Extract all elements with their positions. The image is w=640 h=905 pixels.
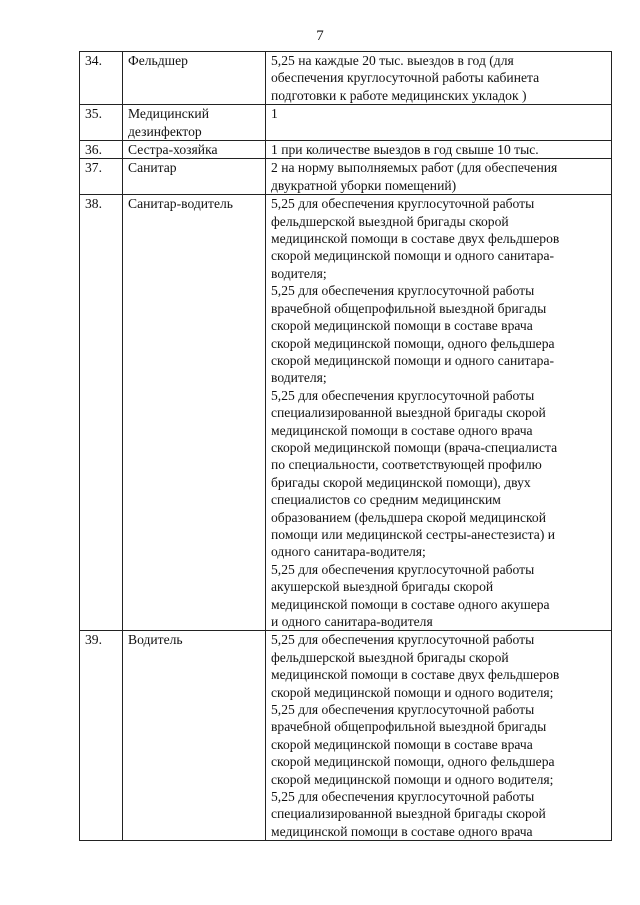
row-number: 36. xyxy=(85,142,102,158)
staffing-norm-line: врачебной общепрофильной выездной бригады xyxy=(271,719,547,735)
position-title-cell xyxy=(123,52,266,105)
staffing-norm-cell xyxy=(266,195,612,631)
staffing-norm-line: 1 при количестве выездов в год свыше 10 тыс. xyxy=(271,142,539,158)
position-title-line: Водитель xyxy=(128,632,183,648)
position-title-cell xyxy=(123,159,266,195)
staffing-norm-line: специализированной выездной бригады скорой xyxy=(271,405,546,421)
staffing-norm-line: фельдшерской выездной бригады скорой xyxy=(271,649,509,665)
staffing-norm-line: 5,25 для обеспечения круглосуточной работы xyxy=(271,702,535,718)
staffing-norm-line: специалистов со средним медицинским xyxy=(271,492,501,508)
position-title-line: Фельдшер xyxy=(128,53,188,68)
table-row xyxy=(80,159,612,195)
row-number: 37. xyxy=(85,160,102,176)
position-title-line: Санитар-водитель xyxy=(128,196,233,212)
position-title-cell xyxy=(123,141,266,159)
row-number: 34. xyxy=(85,53,102,68)
staffing-norm-line: 5,25 для обеспечения круглосуточной работы xyxy=(271,561,535,577)
staffing-norm-line: медицинской помощи в составе одного акушера xyxy=(271,596,550,612)
staffing-norm-line: 5,25 для обеспечения круглосуточной работы xyxy=(271,789,535,805)
staffing-norm-line: 5,25 для обеспечения круглосуточной работы xyxy=(271,283,535,299)
position-title-line: Санитар xyxy=(128,160,177,176)
staffing-norm-line: одного санитара-водителя; xyxy=(271,544,426,560)
staffing-norm-line: 2 на норму выполняемых работ (для обеспечения xyxy=(271,160,558,176)
staffing-norm-line: скорой медицинской помощи, одного фельдшера xyxy=(271,335,555,351)
staffing-norm-line: и одного санитара-водителя xyxy=(271,614,433,629)
position-title-cell xyxy=(123,631,266,841)
position-title-line: дезинфектор xyxy=(128,123,202,139)
position-title-cell xyxy=(123,105,266,141)
staffing-norm-line: 1 xyxy=(271,106,278,122)
staffing-norm-line: медицинской помощи в составе двух фельдшеров xyxy=(271,667,560,683)
table-row xyxy=(80,195,612,631)
staffing-norm-line: скорой медицинской помощи в составе врача xyxy=(271,736,533,752)
row-number-cell xyxy=(80,105,123,141)
staffing-norm-line: 5,25 для обеспечения круглосуточной работы xyxy=(271,196,535,212)
row-number-cell xyxy=(80,195,123,631)
staffing-norm-line: обеспечения круглосуточной работы кабинета xyxy=(271,70,540,86)
staffing-norm-line: скорой медицинской помощи и одного водителя; xyxy=(271,771,554,787)
staffing-norm-cell xyxy=(266,105,612,141)
staffing-norm-line: врачебной общепрофильной выездной бригады xyxy=(271,300,547,316)
row-number-cell xyxy=(80,141,123,159)
staffing-table xyxy=(79,51,612,841)
table-row xyxy=(80,631,612,841)
staffing-norm-line: скорой медицинской помощи и одного водителя; xyxy=(271,684,554,700)
staffing-norm-line: медицинской помощи в составе одного врача xyxy=(271,823,533,839)
staffing-norm-line: скорой медицинской помощи в составе врача xyxy=(271,318,533,334)
table-row xyxy=(80,141,612,159)
staffing-norm-line: акушерской выездной бригады скорой xyxy=(271,579,494,595)
staffing-norm-line: фельдшерской выездной бригады скорой xyxy=(271,213,509,229)
staffing-norm-line: образованием (фельдшера скорой медицинской xyxy=(271,509,546,525)
staffing-norm-line: специализированной выездной бригады скорой xyxy=(271,806,546,822)
staffing-norm-line: двукратной уборки помещений) xyxy=(271,177,457,193)
staffing-norm-cell xyxy=(266,159,612,195)
position-title-line: Сестра-хозяйка xyxy=(128,142,218,158)
table-row xyxy=(80,52,612,105)
staffing-norm-line: скорой медицинской помощи и одного санитара- xyxy=(271,248,555,264)
staffing-norm-line: скорой медицинской помощи (врача-специалиста xyxy=(271,439,558,455)
staffing-norm-line: 5,25 на каждые 20 тыс. выездов в год (для xyxy=(271,53,514,68)
staffing-norm-line: по специальности, соответствующей профилю xyxy=(271,457,542,473)
staffing-norm-line: бригады скорой медицинской помощи), двух xyxy=(271,474,531,490)
row-number: 38. xyxy=(85,196,102,212)
staffing-norm-line: медицинской помощи в составе одного врача xyxy=(271,422,533,438)
position-title-cell xyxy=(123,195,266,631)
row-number: 35. xyxy=(85,106,102,122)
row-number-cell xyxy=(80,159,123,195)
staffing-norm-line: 5,25 для обеспечения круглосуточной работы xyxy=(271,632,535,648)
staffing-norm-line: скорой медицинской помощи и одного санитара- xyxy=(271,352,555,368)
position-title-line: Медицинский xyxy=(128,106,209,122)
row-number-cell xyxy=(80,52,123,105)
staffing-table-body xyxy=(80,52,612,841)
staffing-norm-line: помощи или медицинской сестры-анестезиста) и xyxy=(271,526,556,542)
staffing-norm-cell xyxy=(266,631,612,841)
staffing-norm-line: подготовки к работе медицинских укладок ) xyxy=(271,87,527,103)
staffing-norm-cell xyxy=(266,52,612,105)
staffing-norm-line: водителя; xyxy=(271,265,327,281)
page-number: 7 xyxy=(316,28,324,44)
staffing-norm-line: 5,25 для обеспечения круглосуточной работы xyxy=(271,387,535,403)
staffing-norm-line: медицинской помощи в составе двух фельдшеров xyxy=(271,231,560,247)
table-row xyxy=(80,105,612,141)
staffing-norm-cell xyxy=(266,141,612,159)
staffing-norm-line: скорой медицинской помощи, одного фельдшера xyxy=(271,754,555,770)
row-number: 39. xyxy=(85,632,102,648)
row-number-cell xyxy=(80,631,123,841)
staffing-norm-line: водителя; xyxy=(271,370,327,386)
